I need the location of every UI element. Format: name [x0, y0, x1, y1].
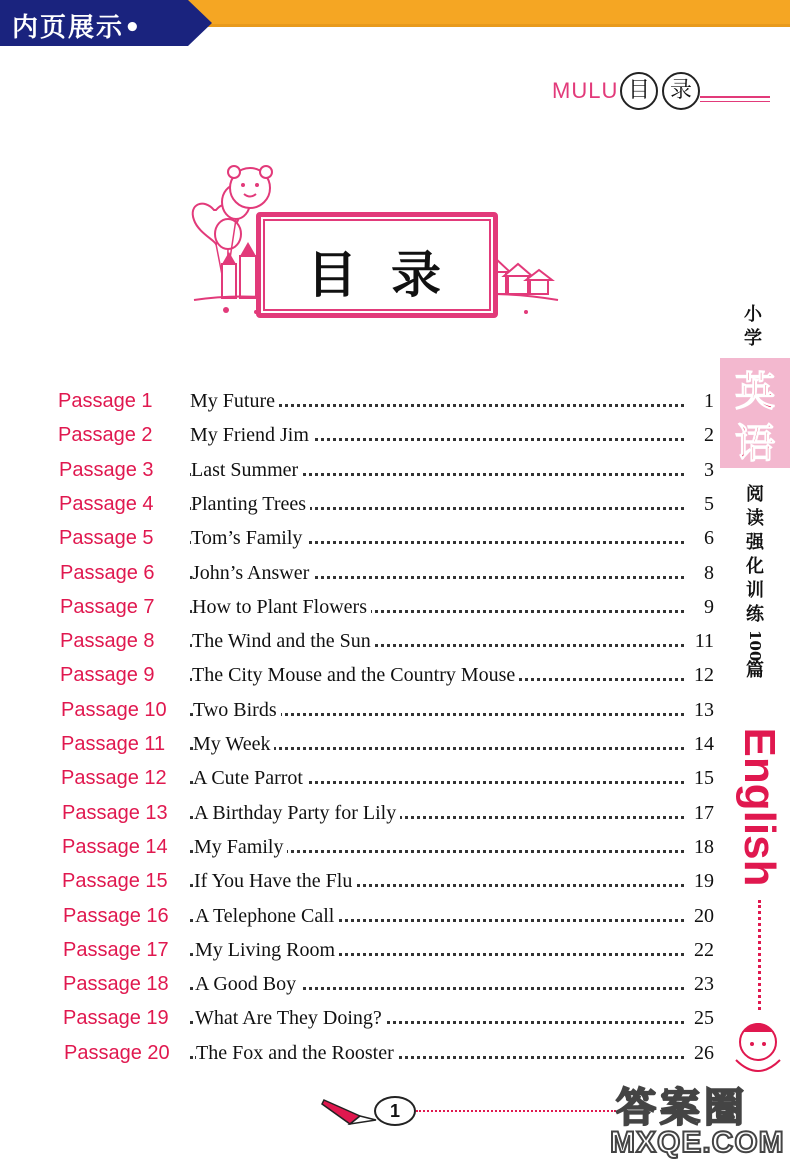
passage-number: Passage 5 — [59, 527, 154, 550]
side-dotted-line — [758, 900, 761, 1010]
passage-page: 14 — [694, 733, 714, 755]
toc-row — [58, 1007, 718, 1041]
passage-number: Passage 3 — [59, 458, 154, 481]
toc-row — [58, 733, 718, 767]
passage-title: Tom’s Family — [191, 527, 306, 550]
page-title: 目录 — [307, 246, 475, 304]
passage-title: A Cute Parrot — [193, 767, 307, 790]
side-subtitle-char: 阅 — [746, 484, 764, 505]
side-char-xue: 学 — [744, 328, 762, 349]
passage-number: Passage 18 — [63, 973, 169, 996]
passage-title: If You Have the Flu — [194, 870, 356, 893]
mulu-underline-thin — [700, 101, 770, 102]
passage-title: My Friend Jim — [190, 424, 313, 447]
passage-number: Passage 15 — [62, 870, 168, 893]
passage-title: The Fox and the Rooster — [196, 1042, 398, 1065]
toc-row — [58, 493, 718, 527]
toc-row — [58, 527, 718, 561]
passage-number: Passage 6 — [60, 561, 155, 584]
side-english-text: English — [735, 727, 784, 887]
passage-title: My Week — [193, 733, 274, 756]
section-label-tab — [0, 0, 212, 46]
side-english-label — [728, 710, 788, 900]
side-char-xiao: 小 — [744, 304, 762, 325]
toc-row — [58, 562, 718, 596]
toc-row — [58, 802, 718, 836]
passage-title: John’s Answer — [192, 562, 313, 585]
side-subtitle-char: 化 — [746, 556, 764, 577]
passage-title: Two Birds — [193, 699, 281, 722]
passage-number: Passage 8 — [60, 630, 155, 653]
passage-page: 6 — [704, 527, 714, 550]
watermark-url: MXQE.COM — [610, 1126, 785, 1159]
passage-number: Passage 12 — [61, 767, 167, 790]
toc-row — [58, 870, 718, 904]
passage-title: A Telephone Call — [195, 905, 338, 928]
toc-row — [58, 630, 718, 664]
passage-title: My Future — [190, 390, 279, 413]
passage-page: 3 — [704, 458, 714, 481]
passage-title: The City Mouse and the Country Mouse — [192, 664, 519, 687]
passage-page: 17 — [694, 801, 714, 824]
mulu-label: MULU — [552, 78, 619, 103]
passage-number: Passage 17 — [63, 938, 169, 961]
toc-row — [58, 973, 718, 1007]
passage-number: Passage 14 — [62, 835, 168, 858]
toc-row — [58, 836, 718, 870]
passage-page: 1 — [704, 390, 714, 412]
passage-page: 20 — [694, 904, 714, 927]
passage-number: Passage 9 — [60, 664, 155, 687]
passage-number: Passage 16 — [63, 904, 169, 927]
side-char-yu: 语 — [735, 421, 775, 467]
passage-page: 15 — [694, 767, 714, 790]
section-label: 内页展示• — [12, 13, 143, 43]
toc-row — [58, 699, 718, 733]
passage-title: How to Plant Flowers — [192, 596, 371, 619]
side-subtitle-char: 篇 — [746, 660, 764, 681]
mulu-header — [550, 70, 770, 110]
passage-page: 25 — [694, 1007, 714, 1030]
toc-row — [58, 390, 718, 424]
passage-page: 11 — [694, 630, 714, 653]
footer-dotted-line — [416, 1110, 616, 1112]
mulu-underline — [700, 96, 770, 98]
watermark-top-text: 答案圈 — [616, 1085, 748, 1131]
side-subtitle-char: 训 — [746, 580, 764, 601]
passage-number: Passage 19 — [63, 1007, 169, 1030]
passage-title: What Are They Doing? — [195, 1007, 386, 1030]
passage-title: The Wind and the Sun — [192, 630, 375, 653]
passage-page: 23 — [694, 973, 714, 996]
passage-page: 18 — [694, 835, 714, 858]
passage-number: Passage 10 — [61, 698, 167, 721]
passage-number: Passage 2 — [58, 424, 153, 447]
passage-number: Passage 20 — [64, 1041, 170, 1064]
watermark — [610, 1076, 786, 1162]
passage-page: 22 — [694, 938, 714, 961]
toc-row — [58, 664, 718, 698]
pencil-icon — [320, 1090, 380, 1130]
side-subtitle-char: 强 — [746, 532, 764, 553]
side-strip — [720, 300, 790, 1160]
passage-title: My Family — [194, 836, 287, 859]
passage-number: Passage 1 — [58, 390, 153, 412]
toc-row — [58, 1042, 718, 1076]
passage-number: Passage 13 — [62, 801, 168, 824]
mulu-char-2: 录 — [662, 72, 700, 110]
passage-title: A Birthday Party for Lily — [194, 802, 400, 825]
page-number: 1 — [374, 1096, 416, 1126]
passage-page: 13 — [694, 698, 714, 721]
passage-page: 19 — [694, 870, 714, 893]
toc-row — [58, 939, 718, 973]
passage-page: 9 — [704, 595, 714, 618]
passage-number: Passage 11 — [61, 733, 166, 755]
side-subtitle-char: 读 — [746, 508, 764, 529]
mulu-char-1: 目 — [620, 72, 658, 110]
toc-row — [58, 767, 718, 801]
toc-row — [58, 596, 718, 630]
side-subtitle-char: 练 — [746, 604, 764, 625]
side-cartoon-icon — [722, 1012, 790, 1082]
passage-page: 8 — [704, 561, 714, 584]
passage-title: Last Summer — [191, 459, 302, 482]
passage-page: 2 — [704, 424, 714, 447]
side-char-ying: 英 — [735, 369, 775, 415]
title-illustration — [186, 160, 566, 325]
passage-number: Passage 7 — [60, 595, 155, 618]
passage-page: 26 — [694, 1041, 714, 1064]
side-subtitle-char: 100 — [746, 630, 764, 662]
passage-title: Planting Trees — [191, 493, 310, 516]
toc-row — [58, 424, 718, 458]
passage-page: 12 — [694, 664, 714, 687]
passage-title: My Living Room — [195, 939, 339, 962]
passage-title: A Good Boy — [195, 973, 300, 996]
title-frame — [256, 212, 498, 318]
passage-page: 5 — [704, 492, 714, 515]
passage-number: Passage 4 — [59, 492, 154, 515]
toc-row — [58, 459, 718, 493]
toc-row — [58, 905, 718, 939]
